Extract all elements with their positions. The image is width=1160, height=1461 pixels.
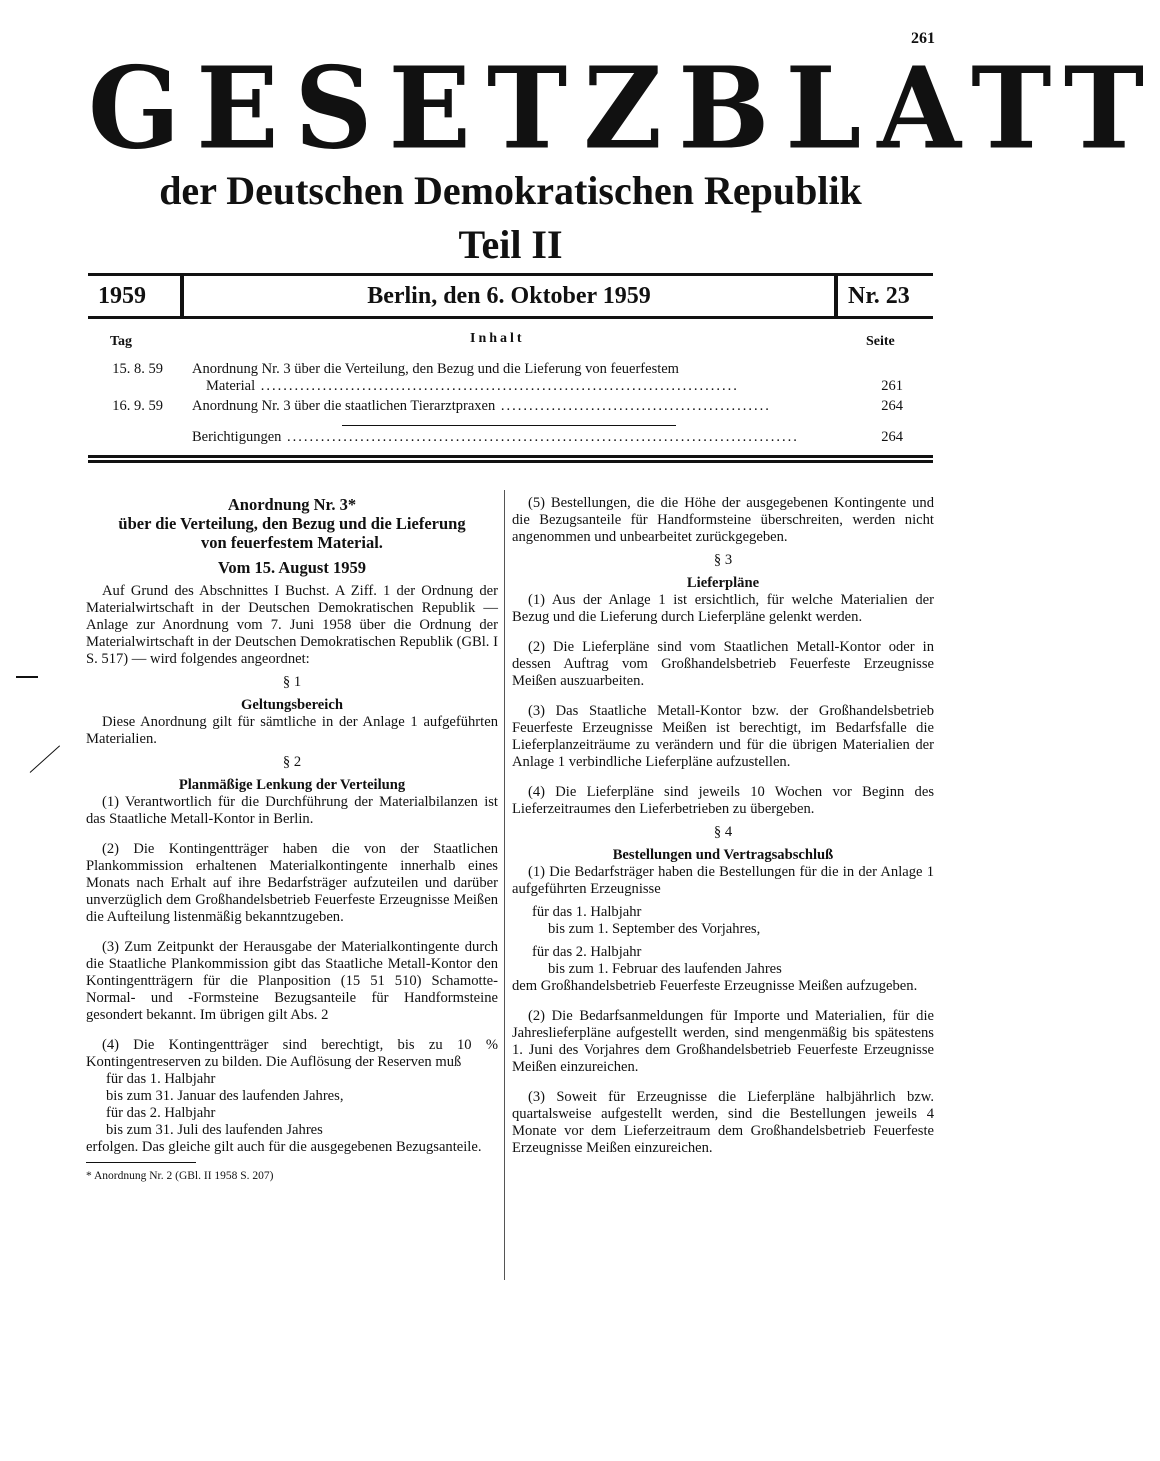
issue-bar (88, 273, 933, 319)
toc-entry (88, 429, 933, 446)
paragraph: erfolgen. Das gleiche gilt auch für die ausgegebenen Bezugsanteile. (86, 1139, 482, 1155)
toc-entry (88, 361, 933, 395)
issue-place-date: Berlin, den 6. Oktober 1959 (367, 283, 651, 309)
header-double-rule (88, 455, 933, 463)
toc-col-date: Tag (110, 334, 133, 349)
paragraph: (1) Die Bedarfsträger haben die Bestellungen für die in der Anlage 1 aufgeführten Erzeugnisse (512, 864, 934, 897)
issue-year: 1959 (98, 283, 146, 309)
section-title: Lieferpläne (686, 575, 760, 591)
margin-mark-dash (16, 676, 38, 678)
paragraph: (2) Die Lieferpläne sind vom Staatlichen Metall-Kontor oder in dessen Auftrag vom Großhandelsbetrieb Feuerfeste Erzeugnisse Meißen auszuarbeiten. (512, 639, 934, 689)
paragraph: (5) Bestellungen, die die Höhe der ausgegebenen Kontingente und die Bezugsanteile für Handformsteine überschreiten, werden nicht angenommen und unbearbeitet zurückgegeben. (512, 495, 934, 545)
paragraph: dem Großhandelsbetrieb Feuerfeste Erzeugnisse Meißen aufzugeben. (512, 978, 918, 994)
ordinance-heading: von feuerfestem Material. (201, 533, 383, 552)
paragraph-list-item: für das 1. Halbjahr (106, 1071, 216, 1087)
issue-number: Nr. 23 (848, 283, 910, 309)
paragraph: (4) Die Kontingentträger sind berechtigt, bis zu 10 % Kontingentreserven zu bilden. Die Auflösung der Reserven muß (86, 1037, 498, 1070)
toc-entry-title-line: Material (206, 378, 256, 394)
section-title: Geltungsbereich (241, 697, 343, 713)
toc-col-page: Seite (866, 334, 895, 349)
toc-col-contents: Inhalt (470, 331, 525, 346)
section-number: § 2 (282, 754, 302, 770)
toc-entry-date: 16. 9. 59 (112, 398, 163, 414)
toc-leader-dots: ..................................................................................... (255, 378, 739, 394)
toc-leader-dots: ................................................ (495, 398, 771, 414)
section-title: Bestellungen und Vertragsabschluß (612, 847, 834, 863)
paragraph-list-item: für das 1. Halbjahr (532, 904, 642, 920)
toc-entry-title-line: Anordnung Nr. 3 über die Verteilung, den Bezug und die Lieferung von feuerfestem (192, 361, 679, 377)
paragraph-list-item: für das 2. Halbjahr (106, 1105, 216, 1121)
paragraph: (3) Zum Zeitpunkt der Herausgabe der Materialkontingente durch die Staatliche Plankommission gibt das Staatliche Metall-Kontor den Kontingentträgern für die Planposition (15 51 510) Schamotte-Normal- und -Formsteine Bezugsanteile für Handformsteine gesondert bekannt. Im übrigen gilt Abs. 2 (86, 939, 498, 1023)
section-number: § 4 (713, 824, 733, 840)
paragraph-list-item: bis zum 1. Februar des laufenden Jahres (548, 961, 782, 977)
margin-mark-slash (30, 745, 60, 773)
ordinance-heading: über die Verteilung, den Bezug und die Lieferung (118, 514, 466, 533)
toc-entry-title (192, 429, 912, 446)
paragraph: (2) Die Kontingentträger haben die von der Staatlichen Plankommission erhaltenen Materialkontingente innerhalb eines Monats nach Erhalt auf ihre Bedarfsträger aufzuteilen und darüber unverzüglich dem Großhandelsbetrieb Feuerfeste Erzeugnisse Meißen die Aufteilung listenmäßig bekanntzugeben. (86, 841, 498, 925)
masthead-part: Teil II (458, 222, 563, 267)
footnote-rule (86, 1162, 196, 1163)
toc-separator (342, 425, 676, 426)
paragraph: (1) Verantwortlich für die Durchführung der Materialbilanzen ist das Staatliche Metall-Kontor in Berlin. (86, 794, 498, 827)
paragraph-list-item: bis zum 31. Januar des laufenden Jahres, (106, 1088, 344, 1104)
toc-entry-title (192, 398, 912, 415)
toc-entry-title-line: Berichtigungen (192, 429, 282, 445)
toc-entry (88, 398, 933, 415)
toc-entry-date: 15. 8. 59 (112, 361, 163, 377)
right-column (512, 495, 934, 1157)
toc-entry-page: 264 (881, 398, 903, 414)
toc-entry-title-line: Anordnung Nr. 3 über die staatlichen Tierarztpraxen (192, 398, 496, 414)
issue-bar-divider-right (834, 276, 838, 316)
footnote: * Anordnung Nr. 2 (GBl. II 1958 S. 207) (86, 1170, 274, 1182)
section-number: § 3 (713, 552, 733, 568)
page-number: 261 (911, 30, 935, 47)
left-column (86, 495, 498, 1183)
paragraph-list-item: bis zum 1. September des Vorjahres, (548, 921, 761, 937)
paragraph: (3) Das Staatliche Metall-Kontor bzw. der Großhandelsbetrieb Feuerfeste Erzeugnisse Meißen ist berechtigt, im Bedarfsfalle die Lieferplanzeiträume zu verändern und für die übrigen Materialien der Anlage 1 verbindliche Lieferpläne aufzustellen. (512, 703, 934, 770)
paragraph: (1) Aus der Anlage 1 ist ersichtlich, für welche Materialien der Bezug und die Lieferung durch Lieferpläne gelenkt werden. (512, 592, 934, 625)
ordinance-date: Vom 15. August 1959 (218, 558, 366, 577)
toc-leader-dots: ........................................................................................... (281, 429, 799, 445)
paragraph: (3) Soweit für Erzeugnisse die Lieferpläne halbjährlich bzw. quartalsweise aufgestellt werden, sind die Bestellungen jeweils 4 Monate vor dem Lieferzeitraum dem Großhandelsbetrieb Feuerfeste Erzeugnisse Meißen einzureichen. (512, 1089, 934, 1156)
masthead-subtitle: der Deutschen Demokratischen Republik (159, 168, 862, 213)
paragraph: (4) Die Lieferpläne sind jeweils 10 Wochen vor Beginn des Lieferzeitraumes den Lieferbetrieben zu übergeben. (512, 784, 934, 817)
paragraph-list-item: für das 2. Halbjahr (532, 944, 642, 960)
column-divider (504, 490, 505, 1280)
toc-entry-page: 264 (881, 429, 903, 445)
paragraph-list-item: bis zum 31. Juli des laufenden Jahres (106, 1122, 323, 1138)
paragraph: Diese Anordnung gilt für sämtliche in der Anlage 1 aufgeführten Materialien. (86, 714, 498, 747)
section-number: § 1 (282, 674, 302, 690)
toc-entry-title (192, 361, 912, 395)
ordinance-heading: Anordnung Nr. 3* (227, 495, 357, 514)
masthead-title: GESETZBLATT (88, 43, 1160, 175)
preamble: Auf Grund des Abschnittes I Buchst. A Ziff. 1 der Ordnung der Materialwirtschaft in der Deutschen Demokratischen Republik — Anlage zur Anordnung vom 7. Juni 1958 über die Ordnung der Materialwirtschaft in der Deutschen Demokratischen Republik (GBl. I S. 517) — wird folgendes angeordnet: (86, 583, 498, 667)
section-title: Planmäßige Lenkung der Verteilung (178, 777, 406, 793)
paragraph: (2) Die Bedarfsanmeldungen für Importe und Materialien, für die Jahreslieferpläne aufgestellt werden, sind mengenmäßig bis spätestens 1. Juni des Vorjahres dem Großhandelsbetrieb Feuerfeste Erzeugnisse Meißen einzureichen. (512, 1008, 934, 1075)
toc-entry-page: 261 (881, 378, 903, 394)
